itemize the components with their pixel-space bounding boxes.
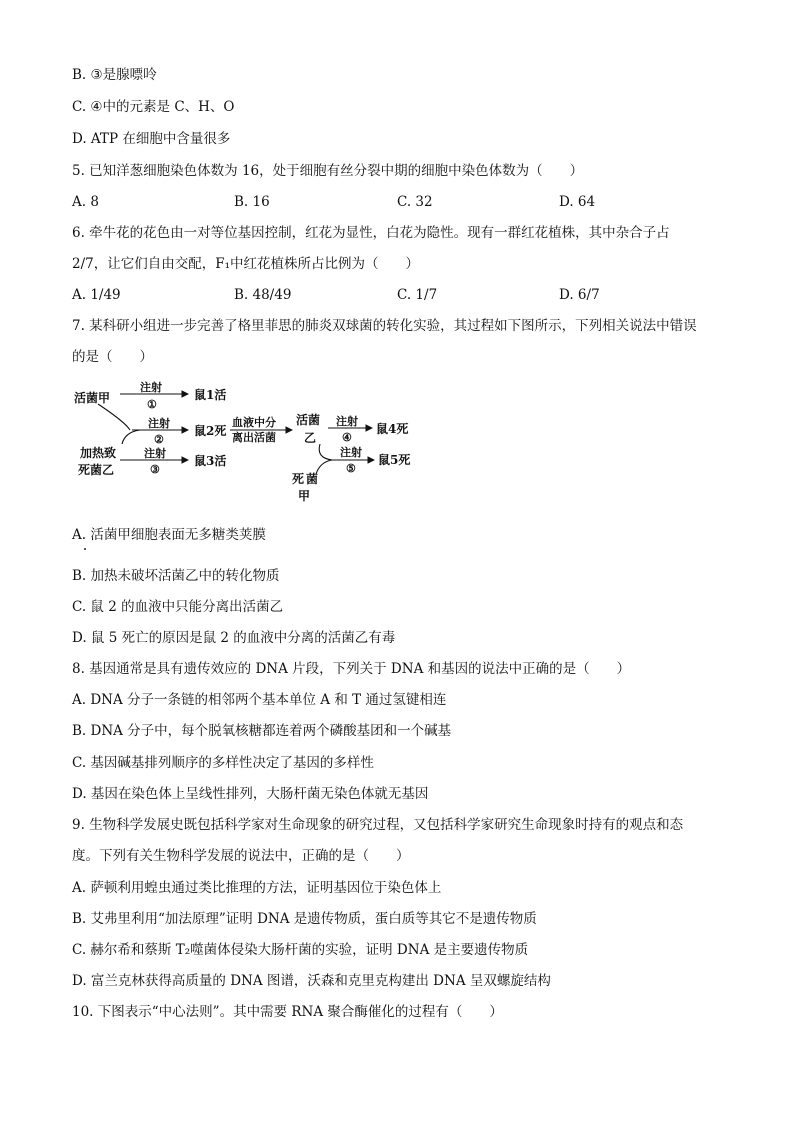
label-inject-1: 注射	[140, 381, 162, 394]
q5-option-a: A. 8	[72, 194, 99, 210]
q6-option-d: D. 6/7	[559, 287, 600, 303]
q5-option-d: D. 64	[559, 194, 596, 210]
q8-option-d: D. 基因在染色体上呈线性排列，大肠杆菌无染色体就无基因	[72, 786, 429, 802]
q6-option-c: C. 1/7	[397, 287, 438, 303]
q7-option-d: D. 鼠 5 死亡的原因是鼠 2 的血液中分离的活菌乙有毒	[72, 630, 396, 646]
q7-option-b: B. 加热未破坏活菌乙中的转化物质	[72, 568, 280, 584]
q7-option-c: C. 鼠 2 的血液中只能分离出活菌乙	[72, 599, 284, 615]
label-inject-4: 注射	[336, 415, 358, 428]
label-live-a: 活菌甲	[74, 391, 111, 405]
q9-option-a: A. 萨顿利用蝗虫通过类比推理的方法，证明基因位于染色体上	[72, 880, 442, 896]
label-mouse-2: 鼠2死	[194, 424, 227, 438]
label-inject-5: 注射	[340, 446, 362, 459]
q5-options	[72, 193, 722, 211]
q5-option-c: C. 32	[397, 194, 433, 210]
label-step-4: ④	[342, 431, 352, 444]
q9-option-b: B. 艾弗里利用“加法原理”证明 DNA 是遗传物质，蛋白质等其它不是遗传物质	[72, 911, 537, 927]
label-live-b-1: 活菌	[296, 413, 321, 427]
curve-dead-a-merge	[316, 460, 332, 474]
transformation-experiment-diagram	[70, 378, 430, 510]
label-step-3: ③	[150, 463, 160, 476]
q6-option-b: B. 48/49	[234, 287, 292, 303]
label-step-5: ⑤	[346, 462, 356, 475]
label-dead-a-3: 甲	[298, 489, 311, 503]
q8-option-c: C. 基因碱基排列顺序的多样性决定了基因的多样性	[72, 755, 374, 771]
q5-stem: 5. 已知洋葱细胞染色体数为 16，处于细胞有丝分裂中期的细胞中染色体数为（ ）	[72, 163, 584, 179]
q10-stem: 10. 下图表示“中心法则”。其中需要 RNA 聚合酶催化的过程有（ ）	[72, 1004, 503, 1020]
label-inject-2: 注射	[148, 417, 170, 430]
label-dead-a-1: 死	[292, 472, 305, 486]
label-mouse-5: 鼠5死	[378, 453, 411, 467]
scan-dot	[84, 548, 86, 550]
q9-option-d: D. 富兰克林获得高质量的 DNA 图谱，沃森和克里克构建出 DNA 呈双螺旋结构	[72, 973, 551, 989]
label-live-b-2: 乙	[304, 431, 317, 445]
label-mouse-3: 鼠3活	[194, 454, 227, 468]
label-isolate-2: 离出活菌	[232, 431, 276, 444]
label-mouse-4: 鼠4死	[376, 422, 409, 436]
q8-stem: 8. 基因通常是具有遗传效应的 DNA 片段，下列关于 DNA 和基因的说法中正确的是（ ）	[72, 661, 631, 677]
q7-stem-line1: 7. 某科研小组进一步完善了格里菲思的肺炎双球菌的转化实验，其过程如下图所示，下列相关说法中错误	[72, 318, 697, 334]
q8-option-a: A. DNA 分子一条链的相邻两个基本单位 A 和 T 通过氢键相连	[72, 692, 447, 708]
q6-options	[72, 286, 722, 304]
q5-option-b: B. 16	[234, 194, 270, 210]
q8-option-b: B. DNA 分子中，每个脱氧核糖都连着两个磷酸基团和一个碱基	[72, 723, 452, 739]
label-heat-killed-b-2: 死菌乙	[78, 463, 115, 477]
q6-stem-line2: 2/7，让它们自由交配，F₁中红花植株所占比例为（ ）	[72, 256, 420, 272]
q7-stem-line2: 的是（ ）	[72, 349, 153, 365]
label-inject-3: 注射	[144, 447, 166, 460]
q9-stem-line2: 度。下列有关生物科学发展的说法中，正确的是（ ）	[72, 848, 410, 864]
label-step-1: ①	[147, 398, 157, 411]
label-heat-killed-b-1: 加热致	[80, 446, 117, 460]
curve-live-b-merge	[319, 444, 332, 460]
q4-option-c: C. ④中的元素是 C、H、O	[72, 99, 235, 115]
curve-live-a-merge	[98, 404, 130, 430]
curve-dead-b-merge	[122, 430, 140, 444]
q9-stem-line1: 9. 生物科学发展史既包括科学家对生命现象的研究过程，又包括科学家研究生命现象时持有的观点和态	[72, 817, 684, 833]
q7-option-a: A. 活菌甲细胞表面无多糖类荚膜	[72, 527, 266, 543]
label-dead-a-2: 菌	[306, 472, 319, 486]
label-step-2: ②	[154, 433, 164, 446]
label-mouse-1: 鼠1活	[194, 388, 227, 402]
q6-option-a: A. 1/49	[72, 287, 121, 303]
q4-option-d: D. ATP 在细胞中含量很多	[72, 131, 231, 147]
q9-option-c: C. 赫尔希和蔡斯 T₂噬菌体侵染大肠杆菌的实验，证明 DNA 是主要遗传物质	[72, 942, 529, 958]
q6-stem-line1: 6. 牵牛花的花色由一对等位基因控制，红花为显性，白花为隐性。现有一群红花植株，其中杂合子占	[72, 225, 670, 241]
q4-option-b: B. ③是腺嘌呤	[72, 67, 157, 83]
label-isolate-1: 血液中分	[232, 416, 276, 429]
